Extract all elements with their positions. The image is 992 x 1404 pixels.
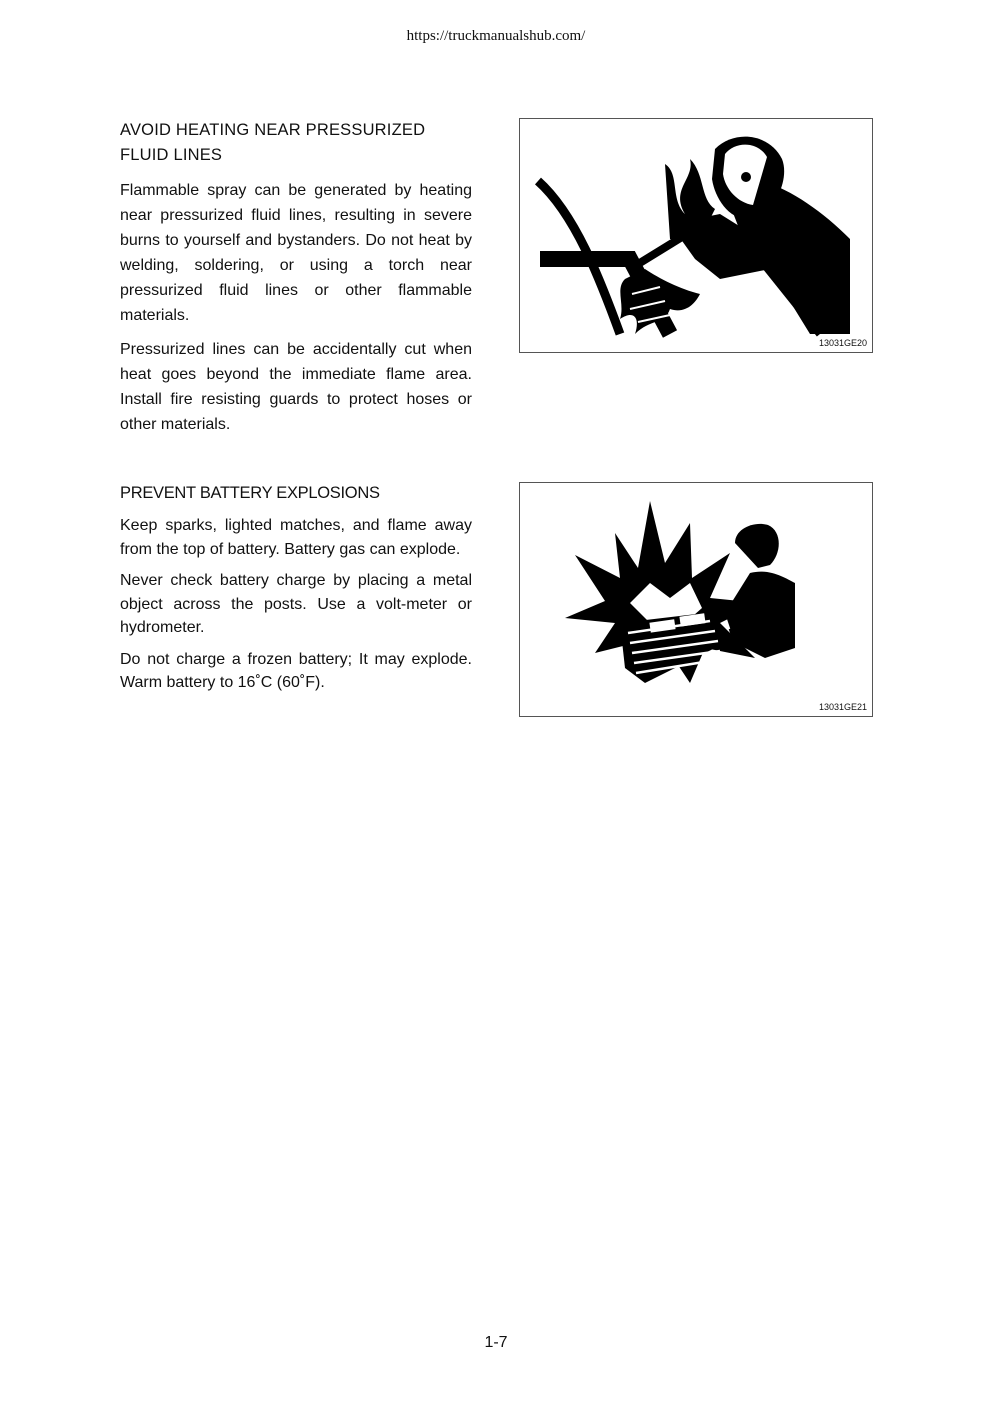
paragraph: Never check battery charge by placing a metal object across the posts. Use a volt-meter or hydrometer. — [120, 572, 472, 636]
paragraph: Do not charge a frozen battery; It may explode. Warm battery to 16˚C (60˚F). — [120, 650, 472, 691]
section-title-line-2: FLUID LINES — [120, 146, 223, 164]
figure-code: 13031GE21 — [818, 702, 867, 712]
section-title — [120, 118, 472, 168]
section-title-line-1: AVOID HEATING NEAR PRESSURIZED — [120, 121, 426, 139]
source-url: https://truckmanualshub.com/ — [406, 28, 586, 44]
paragraph: Pressurized lines can be accidentally cut when heat goes beyond the immediate flame area. Install fire resisting guards to protect hoses or other materials. — [120, 341, 472, 433]
figure-welding-hazard — [519, 118, 873, 353]
section-battery-explosions — [120, 481, 472, 703]
paragraph: Keep sparks, lighted matches, and flame away from the top of battery. Battery gas can explode. — [120, 517, 472, 558]
section-heating-near-fluid-lines — [120, 118, 472, 446]
battery-explosion-icon — [520, 483, 874, 718]
figure-battery-explosion — [519, 482, 873, 717]
welding-torch-icon — [520, 119, 874, 354]
figure-code: 13031GE20 — [818, 338, 867, 348]
paragraph: Flammable spray can be generated by heating near pressurized fluid lines, resulting in severe burns to yourself and bystanders. Do not heat by welding, soldering, or using a torch near pressurized fluid lines or other flammable materials. — [120, 182, 472, 324]
page-number: 1-7 — [484, 1334, 508, 1351]
section-title: PREVENT BATTERY EXPLOSIONS — [120, 484, 380, 502]
